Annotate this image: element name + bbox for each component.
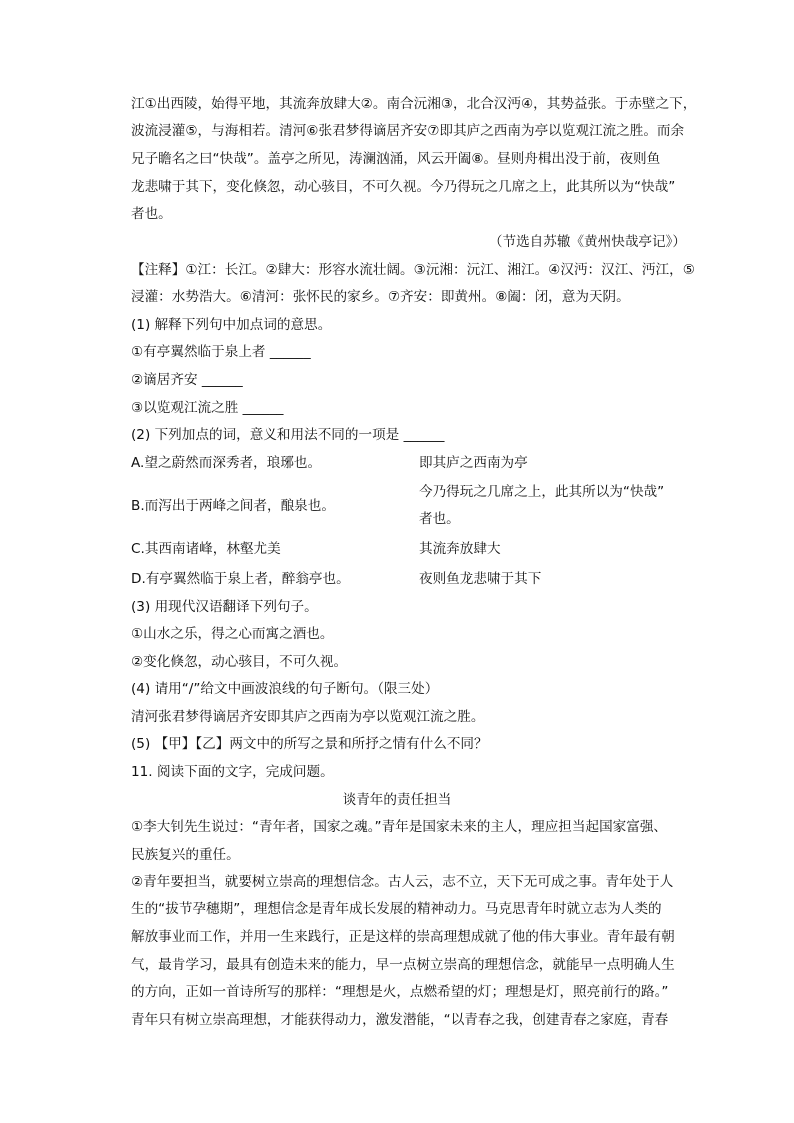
question-1-item-b: ②谪居齐安 ______: [131, 372, 243, 388]
question-1: (1) 解释下列句中加点词的意思。: [131, 317, 332, 333]
question-1-item-a: ①有亭翼然临于泉上者 ______: [131, 344, 311, 360]
notes-line-2: 浸灌：水势浩大。⑥清河：张怀民的家乡。⑦齐安：即黄州。⑧阖：闭，意为天阴。: [131, 289, 630, 305]
question-3-item-a: ①山水之乐，得之心而寓之酒也。: [131, 626, 334, 642]
passage-line-5: 者也。: [131, 206, 172, 222]
question-1-item-c: ③以览观江流之胜 ______: [131, 400, 284, 416]
article-line-5: 解放事业而工作，并用一生来践行，正是这样的崇高理想成就了他的伟大事业。青年最有朝: [131, 929, 675, 945]
article-line-6: 气，最肯学习，最具有创造未来的能力，早一点树立崇高的理想信念，就能早一点明确人生: [131, 957, 675, 973]
question-4: (4) 请用“/”给文中画波浪线的句子断句。（限三处）: [131, 681, 439, 697]
passage-line-4: 龙悲啸于其下，变化倏忽，动心骇目，不可久视。今乃得玩之几席之上，此其所以为“快哉”: [131, 179, 676, 195]
question-3-item-b: ②变化倏忽，动心骇目，不可久视。: [131, 654, 348, 670]
option-d-left: D.有亭翼然临于泉上者，醉翁亭也。: [131, 571, 350, 587]
option-b-right-line-1: 今乃得玩之几席之上，此其所以为“快哉”: [419, 484, 665, 500]
option-a-left: A.望之蔚然而深秀者，琅琊也。: [131, 455, 322, 471]
article-line-7: 的方向，正如一首诗所写的那样：“理想是火，点燃希望的灯；理想是灯，照亮前行的路。”: [131, 984, 669, 1000]
option-c-left: C.其西南诸峰，林壑尤美: [131, 541, 281, 557]
question-2: (2) 下列加点的词，意义和用法不同的一项是 ______: [131, 427, 445, 443]
article-line-8: 青年只有树立崇高理想，才能获得动力，激发潜能，“以青春之我，创建青春之家庭，青春: [131, 1012, 669, 1028]
article-line-4: 生的“拔节孕穗期”，理想信念是青年成长发展的精神动力。马克思青年时就立志为人类的: [131, 901, 662, 917]
passage-source: （节选自苏辙《黄州快哉亭记》）: [488, 234, 686, 250]
option-d-right: 夜则鱼龙悲啸于其下: [419, 571, 542, 587]
question-11-heading: 11. 阅读下面的文字，完成问题。: [131, 764, 334, 780]
question-5: (5) 【甲】【乙】两文中的所写之景和所抒之情有什么不同？: [131, 736, 488, 752]
question-3: (3) 用现代汉语翻译下列句子。: [131, 599, 318, 615]
question-4-text: 清河张君梦得谪居齐安即其庐之西南为亭以览观江流之胜。: [131, 709, 485, 725]
article-line-1: ①李大钊先生说过：“青年者，国家之魂。”青年是国家未来的主人，理应担当起国家富强、: [131, 819, 668, 835]
article-title: 谈青年的责任担当: [342, 792, 452, 808]
option-a-right: 即其庐之西南为亭: [419, 455, 528, 471]
passage-line-3: 兄子瞻名之曰“快哉”。盖亭之所见，涛澜汹涌，风云开阖⑧。昼则舟楫出没于前，夜则鱼: [131, 151, 661, 167]
passage-line-2: 波流浸灌⑤，与海相若。清河⑥张君梦得谪居齐安⑦即其庐之西南为亭以览观江流之胜。而余: [131, 123, 685, 139]
option-b-right-line-2: 者也。: [419, 511, 460, 527]
notes-line-1: 【注释】①江：长江。②肆大：形容水流壮阔。③沅湘：沅江、湘江。④汉沔：汉江、沔江，⑤: [131, 262, 695, 278]
option-b-left: B.而泻出于两峰之间者，酿泉也。: [131, 498, 335, 514]
article-line-2: 民族复兴的重任。: [131, 847, 240, 863]
passage-line-1: 江①出西陵，始得平地，其流奔放肆大②。南合沅湘③，北合汉沔④，其势益张。于赤壁之下，: [131, 96, 697, 112]
article-line-3: ②青年要担当，就要树立崇高的理想信念。古人云，志不立，天下无可成之事。青年处于人: [131, 874, 674, 890]
option-c-right: 其流奔放肆大: [419, 541, 501, 557]
